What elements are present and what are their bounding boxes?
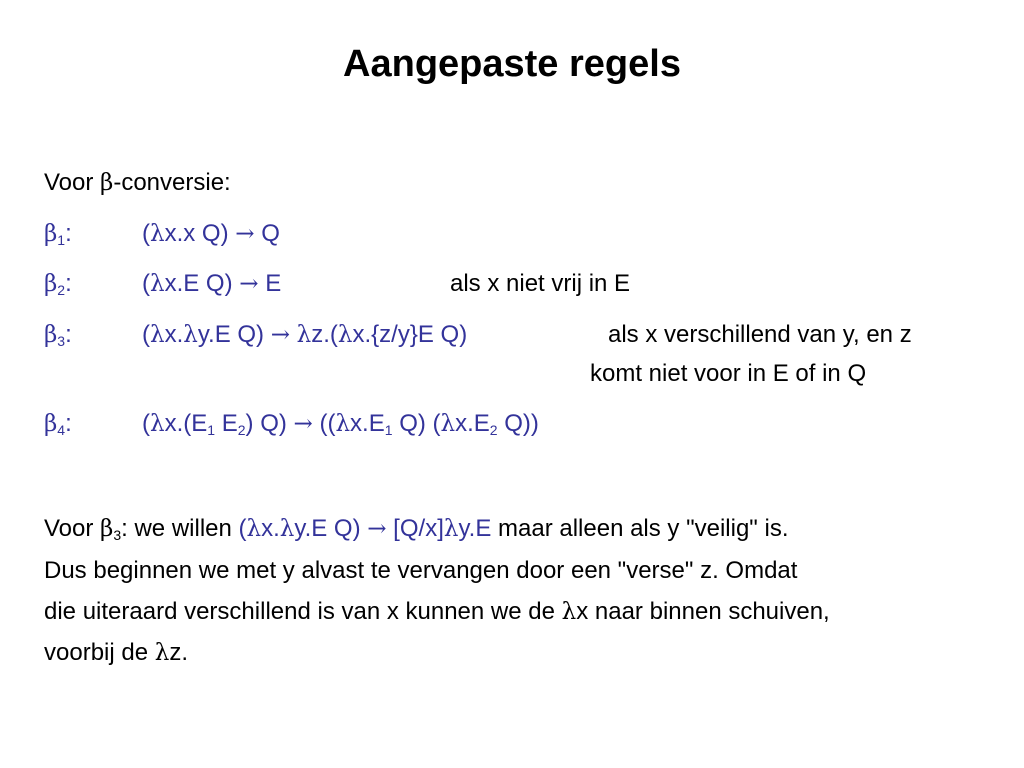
text-segment: E <box>215 410 238 437</box>
subscript: 3 <box>113 527 122 543</box>
rule-2-condition: als x niet vrij in E <box>450 270 631 297</box>
text-segment: : we willen <box>121 515 239 542</box>
text-segment: ( <box>238 515 247 542</box>
text-segment: y.E Q) <box>197 321 271 348</box>
rule-index: 4 <box>57 422 66 438</box>
beta-symbol: β <box>44 411 58 437</box>
rule-label <box>44 409 142 439</box>
rule-3-condition: als x verschillend van y, en z <box>608 321 912 348</box>
math-symbol: → <box>235 221 255 247</box>
subscript: 2 <box>489 422 498 438</box>
text-segment: x. <box>261 515 280 542</box>
text-segment: x.x Q) <box>164 220 236 247</box>
rule-index: 1 <box>57 232 66 248</box>
text-segment: Q)) <box>497 410 539 437</box>
subscript: 2 <box>237 422 246 438</box>
rule-colon: : <box>65 321 72 348</box>
math-symbol: λ <box>150 322 165 348</box>
math-symbol: β <box>100 516 114 542</box>
beta-symbol: β <box>44 271 58 297</box>
text-segment: x. <box>164 321 184 348</box>
beta-symbol: β <box>44 322 58 348</box>
rule-colon: : <box>65 410 72 437</box>
paragraph-line-3 <box>44 597 830 627</box>
math-symbol: → <box>293 411 313 437</box>
text-segment: x naar binnen schuiven, <box>576 598 830 625</box>
text-segment: Q <box>254 220 280 247</box>
rule-3-condition-continued: komt niet voor in E of in Q <box>590 360 867 387</box>
text-segment: die uiteraard verschillend is van x kunnen we de <box>44 598 562 625</box>
text-segment: x.(E <box>164 410 208 437</box>
intro-voor: Voor <box>44 169 101 196</box>
rule-colon: : <box>65 270 72 297</box>
math-symbol: λ <box>296 322 312 348</box>
math-symbol: λ <box>154 640 170 666</box>
rule-label <box>44 219 142 249</box>
rule-label <box>44 269 142 299</box>
text-segment: y.E <box>458 515 492 542</box>
math-symbol: λ <box>443 516 459 542</box>
text-segment: y.E Q) <box>294 515 368 542</box>
subscript: 1 <box>384 422 393 438</box>
math-symbol: λ <box>150 221 165 247</box>
rule-expression <box>142 410 539 437</box>
rule-expression <box>142 321 467 348</box>
math-symbol: λ <box>440 411 456 437</box>
math-symbol: → <box>270 322 290 348</box>
math-symbol: λ <box>183 322 198 348</box>
text-segment: maar alleen als y "veilig" is. <box>491 515 789 542</box>
text-segment: Voor <box>44 515 101 542</box>
text-segment: E <box>258 270 282 297</box>
paragraph-line-1 <box>44 514 789 544</box>
rule-beta-3 <box>44 320 467 350</box>
text-segment: z. <box>169 639 188 666</box>
rule-expression <box>142 220 280 247</box>
text-segment: ( <box>142 410 150 437</box>
text-segment: x.E <box>455 410 490 437</box>
paragraph-line-2 <box>44 556 797 586</box>
text-segment: voorbij de <box>44 639 155 666</box>
rule-beta-2 <box>44 269 281 299</box>
math-symbol: λ <box>561 599 577 625</box>
text-segment: ( <box>142 270 150 297</box>
math-symbol: λ <box>150 271 165 297</box>
rule-label <box>44 320 142 350</box>
text-segment: ( <box>142 321 150 348</box>
text-segment: x.E Q) <box>164 270 240 297</box>
rule-index: 2 <box>57 282 66 298</box>
intro-line <box>44 168 231 198</box>
rule-colon: : <box>65 220 72 247</box>
math-symbol: → <box>239 271 259 297</box>
text-segment: z.( <box>311 321 338 348</box>
slide-title: Aangepaste regels <box>343 43 681 85</box>
math-symbol: λ <box>246 516 262 542</box>
text-segment: x.E <box>350 410 385 437</box>
text-segment: ( <box>142 220 150 247</box>
text-segment: Dus beginnen we met y alvast te vervangen door een "verse" z. Omdat <box>44 557 798 584</box>
text-segment: ) Q) <box>245 410 294 437</box>
math-symbol: λ <box>337 322 353 348</box>
subscript: 1 <box>207 422 216 438</box>
math-symbol: λ <box>150 411 165 437</box>
intro-rest: -conversie: <box>113 169 231 196</box>
text-segment: (( <box>312 410 336 437</box>
rule-index: 3 <box>57 333 66 349</box>
paragraph-line-4 <box>44 638 188 668</box>
rule-expression <box>142 270 281 297</box>
math-symbol: λ <box>335 411 351 437</box>
math-symbol: → <box>367 516 387 542</box>
intro-beta-symbol: β <box>100 170 114 196</box>
beta-symbol: β <box>44 221 58 247</box>
math-symbol: λ <box>279 516 295 542</box>
rule-beta-1 <box>44 219 280 249</box>
rule-beta-4 <box>44 409 539 439</box>
text-segment: x.{z/y}E Q) <box>352 321 468 348</box>
text-segment <box>290 321 297 348</box>
text-segment: Q) ( <box>392 410 441 437</box>
text-segment: [Q/x] <box>386 515 444 542</box>
